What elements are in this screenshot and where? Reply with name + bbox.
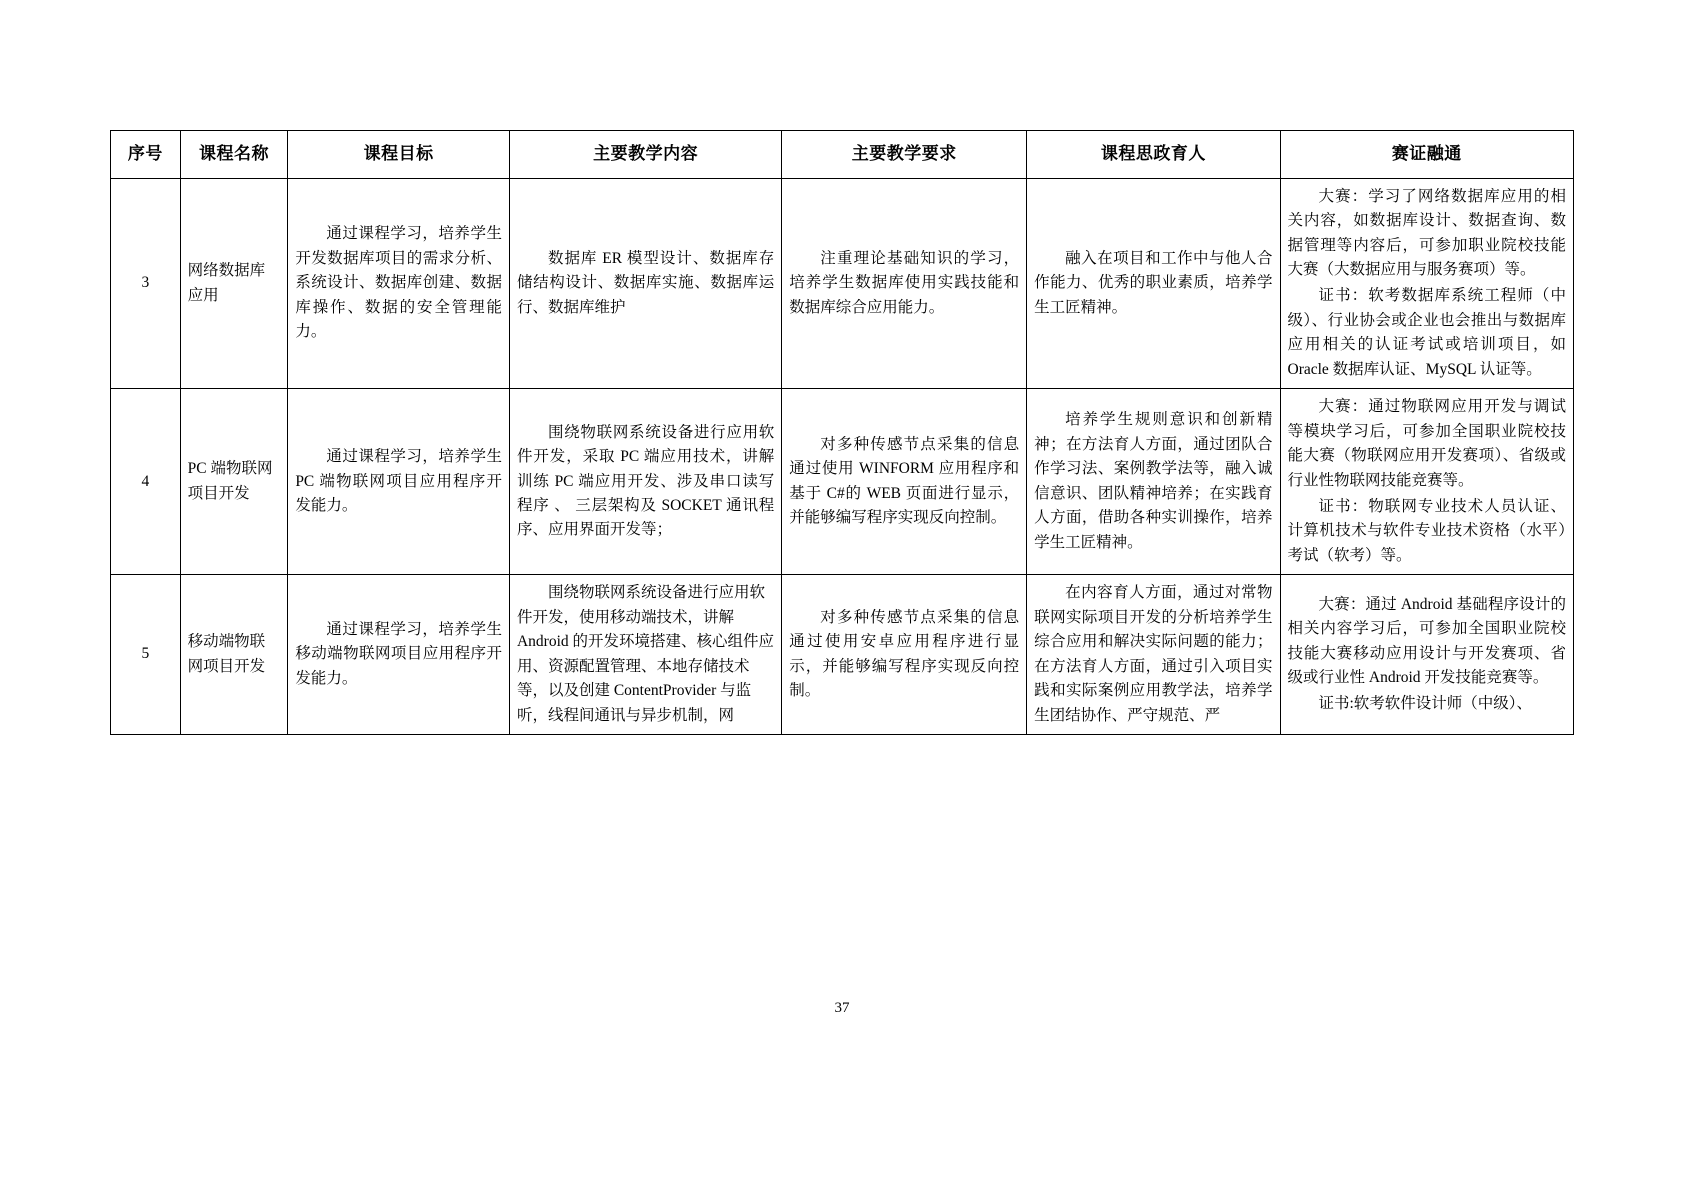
cell-competition-certificate [1280, 178, 1574, 388]
paragraph: 融入在项目和工作中与他人合作能力、优秀的职业素质，培养学生工匠精神。 [1034, 249, 1273, 316]
cell-course-name: PC 端物联网项目开发 [180, 389, 288, 575]
cell-course-goal [288, 178, 510, 388]
paragraph: 大赛：通过 Android 基础程序设计的相关内容学习后，可参加全国职业院校技能大赛移动应用设计与开发赛项、省级或行业性 Android 开发技能竞赛等。 [1287, 595, 1566, 687]
paragraph: 证书：物联网专业技术人员认证、计算机技术与软件专业技术资格（水平）考试（软考）等。 [1287, 497, 1566, 564]
cell-teaching-content [509, 178, 781, 388]
table-row [111, 575, 1574, 735]
cell-course-name: 移动端物联网项目开发 [180, 575, 288, 735]
cell-no: 4 [111, 389, 181, 575]
paragraph: 围绕物联网系统设备进行应用软件开发，使用移动端技术，讲解 Android 的开发环境搭建、核心组件应用、资源配置管理、本地存储技术等，以及创建 ContentProvider 与监听，线程间通讯与异步机制，网 [516, 584, 775, 724]
cell-no: 5 [111, 575, 181, 735]
table-row [111, 178, 1574, 388]
page-number: 37 [834, 1000, 850, 1016]
paragraph: 证书:软考软件设计师（中级）、 [1318, 695, 1533, 713]
paragraph: 在内容育人方面，通过对常物联网实际项目开发的分析培养学生综合应用和解决实际问题的能力；在方法育人方面，通过引入项目实践和实际案例应用教学法，培养学生团结协作、严守规范、严 [1034, 584, 1273, 724]
paragraph: 数据库 ER 模型设计、数据库存储结构设计、数据库实施、数据库运行、数据库维护 [516, 249, 775, 316]
paragraph: 通过课程学习，培养学生 PC 端物联网项目应用程序开发能力。 [295, 448, 502, 514]
cell-no: 3 [111, 178, 181, 388]
column-header-goal: 课程目标 [288, 131, 510, 179]
cell-ideological-education [1027, 575, 1280, 735]
cell-course-name: 网络数据库应用 [180, 178, 288, 388]
table-row [111, 389, 1574, 575]
column-header-no: 序号 [111, 131, 181, 179]
paragraph: 对多种传感节点采集的信息通过使用安卓应用程序进行显示，并能够编写程序实现反向控制。 [789, 608, 1020, 700]
paragraph: 围绕物联网系统设备进行应用软件开发，采取 PC 端应用技术，讲解训练 PC 端应用开发、涉及串口读写程序 、 三层架构及 SOCKET 通讯程序、应用界面开发等； [516, 423, 775, 539]
cell-competition-certificate [1280, 575, 1574, 735]
paragraph: 通过课程学习，培养学生移动端物联网项目应用程序开发能力。 [295, 620, 502, 687]
paragraph: 注重理论基础知识的学习，培养学生数据库使用实践技能和数据库综合应用能力。 [789, 249, 1020, 316]
cell-teaching-requirement [782, 178, 1027, 388]
paragraph: 大赛：学习了网络数据库应用的相关内容，如数据库设计、数据查询、数据管理等内容后，可参加职业院校技能大赛（大数据应用与服务赛项）等。 [1287, 187, 1566, 279]
cell-competition-certificate [1280, 389, 1574, 575]
paragraph: 对多种传感节点采集的信息通过使用 WINFORM 应用程序和基于 C#的 WEB 页面进行显示，并能够编写程序实现反向控制。 [789, 435, 1020, 527]
paragraph: 证书：软考数据库系统工程师（中级）、行业协会或企业也会推出与数据库应用相关的认证考试或培训项目，如 Oracle 数据库认证、MySQL 认证等。 [1287, 287, 1566, 378]
cell-ideological-education [1027, 389, 1280, 575]
cell-ideological-education [1027, 178, 1280, 388]
cell-teaching-content [509, 389, 781, 575]
cell-teaching-requirement [782, 575, 1027, 735]
cell-teaching-content [509, 575, 781, 735]
paragraph: 通过课程学习，培养学生开发数据库项目的需求分析、系统设计、数据库创建、数据库操作、数据的安全管理能力。 [295, 225, 502, 341]
column-header-requirement: 主要教学要求 [782, 131, 1027, 179]
column-header-name: 课程名称 [180, 131, 288, 179]
table-header-row [111, 131, 1574, 179]
cell-course-goal [288, 575, 510, 735]
paragraph: 大赛：通过物联网应用开发与调试等模块学习后，可参加全国职业院校技能大赛（物联网应用开发赛项）、省级或行业性物联网技能竞赛等。 [1287, 398, 1566, 489]
paragraph: 培养学生规则意识和创新精神；在方法育人方面，通过团队合作学习法、案例教学法等，融入诚信意识、团队精神培养；在实践育人方面，借助各种实训操作，培养学生工匠精神。 [1034, 411, 1273, 551]
cell-teaching-requirement [782, 389, 1027, 575]
column-header-ideology: 课程思政育人 [1027, 131, 1280, 179]
column-header-content: 主要教学内容 [509, 131, 781, 179]
cell-course-goal [288, 389, 510, 575]
course-table [110, 130, 1574, 735]
column-header-cert: 赛证融通 [1280, 131, 1574, 179]
